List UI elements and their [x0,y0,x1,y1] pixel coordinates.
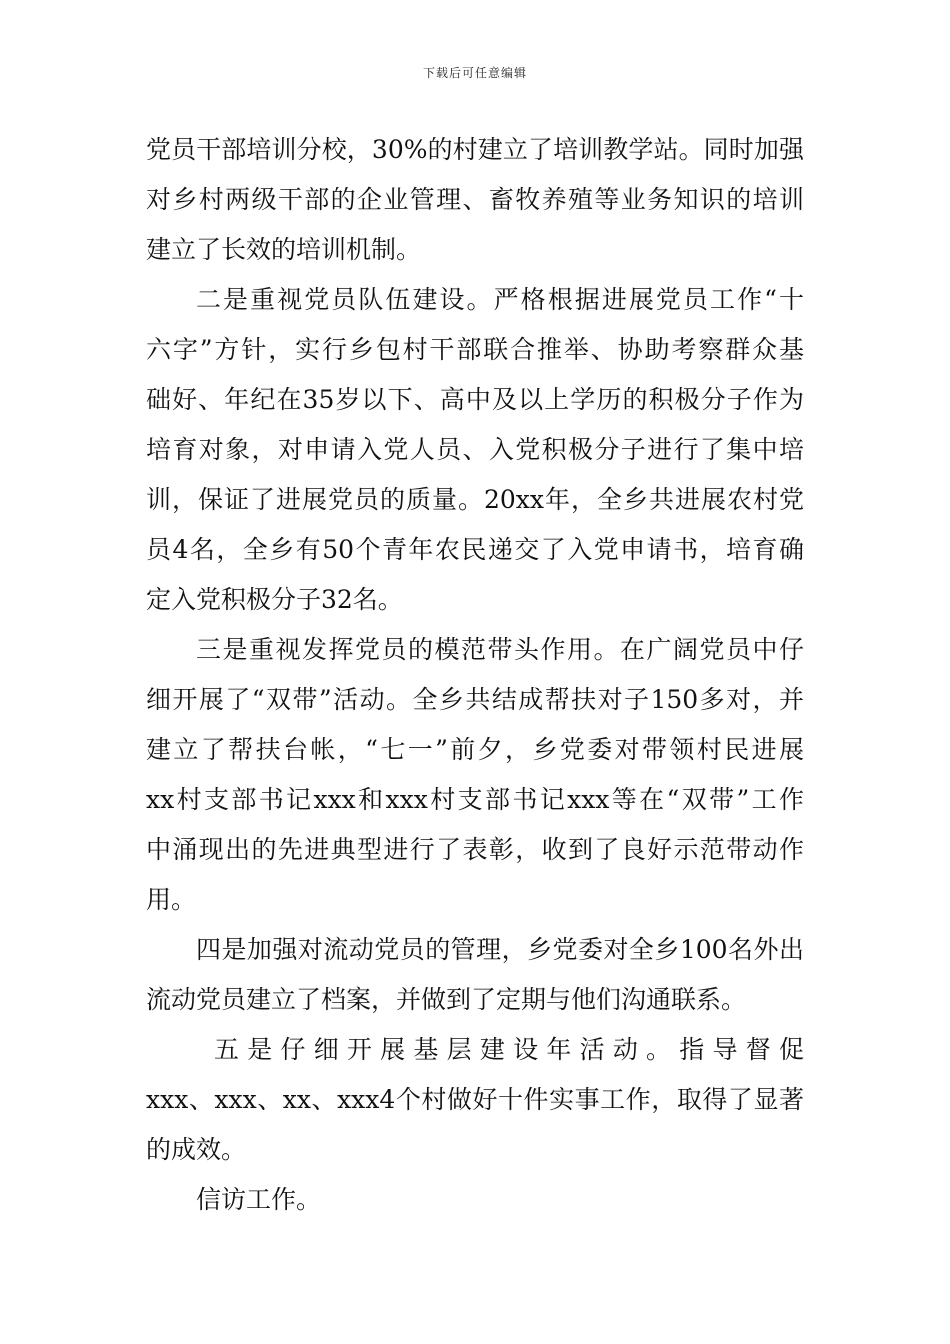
text-line: 二是重视党员队伍建设。严格根据进展党员工作“十 [196,285,804,314]
paragraph-model-role [146,625,804,925]
text-line: 建立了长效的培训机制。 [146,235,422,264]
text-line: 四是加强对流动党员的管理，乡党委对全乡100名外出 [196,935,804,964]
paragraph-petition-work [146,1175,804,1225]
text-line: 六字”方针，实行乡包村干部联合推举、协助考察群众基 [146,335,804,364]
paragraph-training [146,125,804,275]
text-line: 信访工作。 [196,1185,322,1214]
text-line: 三是重视发挥党员的模范带头作用。在广阔党员中仔 [196,635,804,664]
text-line: 定入党积极分子32名。 [146,585,403,614]
text-line: 培育对象，对申请入党人员、入党积极分子进行了集中培 [146,435,804,464]
text-line: 五是仔细开展基层建设年活动。指导督促 [214,1035,804,1064]
text-line: 员4名，全乡有50个青年农民递交了入党申请书，培育确 [146,535,804,564]
text-line: 础好、年纪在35岁以下、高中及以上学历的积极分子作为 [146,385,804,414]
paragraph-grassroots-year [146,1025,804,1175]
header-note: 下载后可任意编辑 [422,66,527,80]
text-line: 训，保证了进展党员的质量。20xx年，全乡共进展农村党 [146,485,804,514]
text-line: 的成效。 [146,1135,247,1164]
text-line: 细开展了“双带”活动。全乡共结成帮扶对子150多对，并 [146,685,804,714]
paragraph-party-member-building [146,275,804,625]
text-line: 对乡村两级干部的企业管理、畜牧养殖等业务知识的培训 [146,185,804,214]
text-line: xx村支部书记xxx和xxx村支部书记xxx等在“双带”工作 [146,785,804,814]
text-line: xxx、xxx、xx、xxx4个村做好十件实事工作，取得了显著 [146,1085,804,1114]
text-line: 建立了帮扶台帐，“七一”前夕，乡党委对带领村民进展 [146,735,804,764]
text-line: 党员干部培训分校，30%的村建立了培训教学站。同时加强 [146,135,804,164]
text-line: 用。 [146,885,197,914]
paragraph-mobile-members [146,925,804,1025]
body-text [146,125,804,1225]
text-line: 流动党员建立了档案，并做到了定期与他们沟通联系。 [146,985,747,1014]
text-line: 中涌现出的先进典型进行了表彰，收到了良好示范带动作 [146,835,804,864]
